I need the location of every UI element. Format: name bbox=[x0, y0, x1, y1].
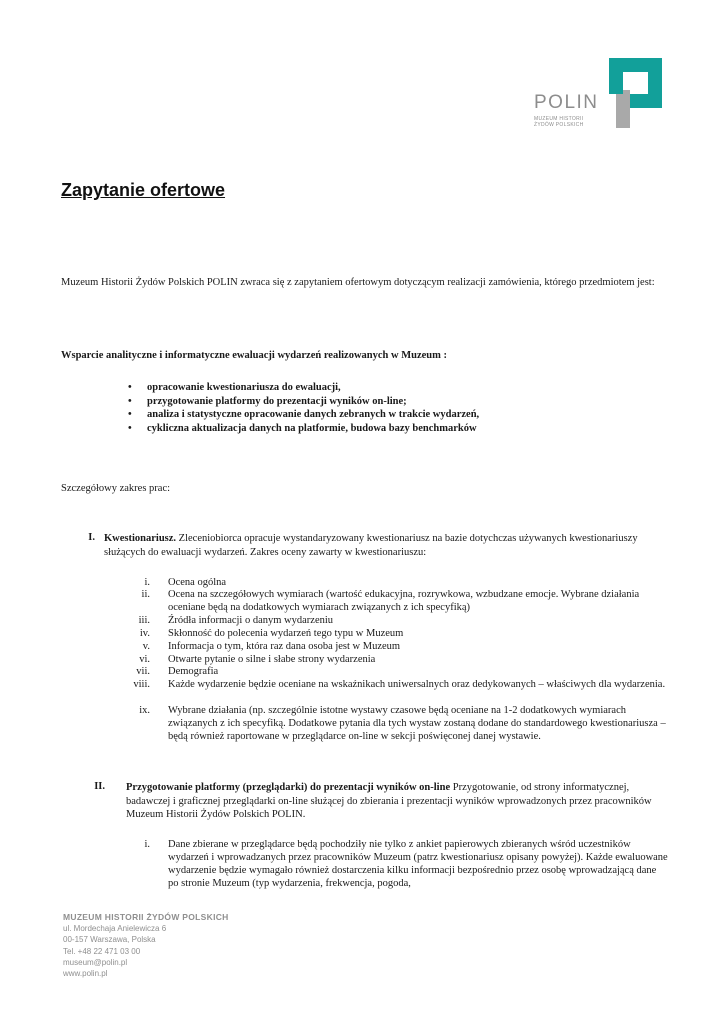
list-item: Ocena ogólna bbox=[168, 577, 227, 588]
list-item: Otwarte pytanie o silne i słabe strony wydarzenia bbox=[168, 654, 376, 665]
subject-heading: Wsparcie analityczne i informatyczne ewaluacji wydarzeń realizowanych w Muzeum : bbox=[61, 350, 447, 361]
item-number: viii. bbox=[133, 679, 150, 690]
item-number: vii. bbox=[136, 666, 150, 677]
list-item: Skłonność do polecenia wydarzeń tego typu w Muzeum bbox=[168, 628, 404, 639]
item-number: i. bbox=[144, 839, 150, 850]
footer-org-name: MUZEUM HISTORII ŻYDÓW POLSKICH bbox=[63, 912, 229, 922]
item-number: ii. bbox=[141, 589, 150, 600]
bullet-text: przygotowanie platformy do prezentacji wyników on-line; bbox=[147, 396, 407, 407]
section-2-text: Przygotowanie, od strony informatycznej, badawczej i graficznej przeglądarki on-line służącej do zbierania i prezentacji wyników wprowadzonych przez pracowników Muzeum Historii Żydów Polskich POLIN. bbox=[126, 782, 652, 820]
page-title: Zapytanie ofertowe bbox=[61, 180, 226, 200]
list-item: Każde wydarzenie będzie oceniane na wskaźnikach uniwersalnych oraz dedykowanych – właściwych dla wydarzenia. bbox=[168, 679, 666, 690]
intro-paragraph: Muzeum Historii Żydów Polskich POLIN zwraca się z zapytaniem ofertowym dotyczącym realizacji zamówienia, którego przedmiotem jest: bbox=[61, 277, 655, 288]
polin-mark-icon bbox=[609, 58, 662, 128]
section-1-intro bbox=[104, 532, 649, 559]
logo-subtitle-line-1: MUZEUM HISTORII bbox=[534, 116, 584, 122]
list-item: Demografia bbox=[168, 666, 219, 677]
footer-address bbox=[63, 911, 229, 979]
list-item: Informacja o tym, która raz dana osoba jest w Muzeum bbox=[168, 641, 401, 652]
item-number: iii. bbox=[138, 615, 150, 626]
footer-city: 00-157 Warszawa, Polska bbox=[63, 935, 156, 945]
item-number: vi. bbox=[139, 654, 150, 665]
bullet-text: cykliczna aktualizacja danych na platformie, budowa bazy benchmarków bbox=[147, 423, 477, 434]
item-number: ix. bbox=[139, 705, 150, 716]
item-number: iv. bbox=[139, 628, 150, 639]
section-1-title: Kwestionariusz. bbox=[104, 533, 177, 544]
section-1-number: I. bbox=[88, 532, 95, 543]
footer-phone: Tel. +48 22 471 03 00 bbox=[63, 946, 141, 956]
bullet-text: opracowanie kwestionariusza do ewaluacji, bbox=[147, 382, 341, 393]
list-item: Wybrane działania (np. szczególnie istotne wystawy czasowe będą oceniane na 1-2 dodatkowych wymiarach związanych z ich specyfiką. Dodatkowe pytania dla tych wystaw zostaną dodane do standardowego kwestionariusza – będą również raportowane w przeglądarce on-line w sekcji poświęconej danej wystawie. bbox=[168, 705, 666, 742]
bullet-dot-icon: • bbox=[128, 423, 132, 434]
footer-web: www.polin.pl bbox=[63, 969, 108, 979]
section-2-intro bbox=[126, 781, 666, 822]
polin-logo bbox=[534, 58, 662, 130]
scope-label: Szczegółowy zakres prac: bbox=[61, 483, 171, 494]
logo-wordmark: POLIN bbox=[534, 92, 599, 113]
section-1-text: Zleceniobiorca opracuje wystandaryzowany kwestionariusz na bazie dotychczas używanych kwestionariuszy służących do ewaluacji wydarzeń. Zakres oceny zawarty w kwestionariuszu: bbox=[104, 533, 638, 558]
logo-subtitle bbox=[534, 116, 614, 128]
item-number: v. bbox=[142, 641, 150, 652]
section-2-title: Przygotowanie platformy (przeglądarki) do prezentacji wyników on-line bbox=[126, 782, 451, 793]
bullet-dot-icon: • bbox=[128, 382, 132, 393]
footer-street: ul. Mordechaja Anielewicza 6 bbox=[63, 924, 167, 933]
footer-email: museum@polin.pl bbox=[63, 957, 128, 967]
section-2-number: II. bbox=[94, 781, 105, 792]
bullet-text: analiza i statystyczne opracowanie danych zebranych w trakcie wydarzeń, bbox=[147, 409, 480, 420]
list-item: Ocena na szczegółowych wymiarach (wartość edukacyjna, rozrywkowa, wzbudzane emocje. Wybrane działania oceniane będą na dodatkowych wymiarach związanych z ich specyfiką) bbox=[168, 589, 640, 613]
bullet-dot-icon: • bbox=[128, 396, 132, 407]
list-item: Dane zbierane w przeglądarce będą pochodziły nie tylko z ankiet papierowych zbieranych wśród uczestników wydarzeń i wprowadzanych przez pracowników Muzeum (patrz kwestionariusz opisany powyżej). Każde ewaluowane wydarzenie będzie wymagało również dostarczenia kilku informacji bezpośrednio przez osobę wprowadzającą dane po stronie Muzeum (typ wydarzenia, frekwencja, pogoda, bbox=[168, 839, 668, 889]
logo-subtitle-line-2: ŻYDÓW POLSKICH bbox=[534, 122, 584, 128]
list-item: Źródła informacji o danym wydarzeniu bbox=[168, 615, 334, 626]
item-number: i. bbox=[144, 577, 150, 588]
bullet-dot-icon: • bbox=[128, 409, 132, 420]
